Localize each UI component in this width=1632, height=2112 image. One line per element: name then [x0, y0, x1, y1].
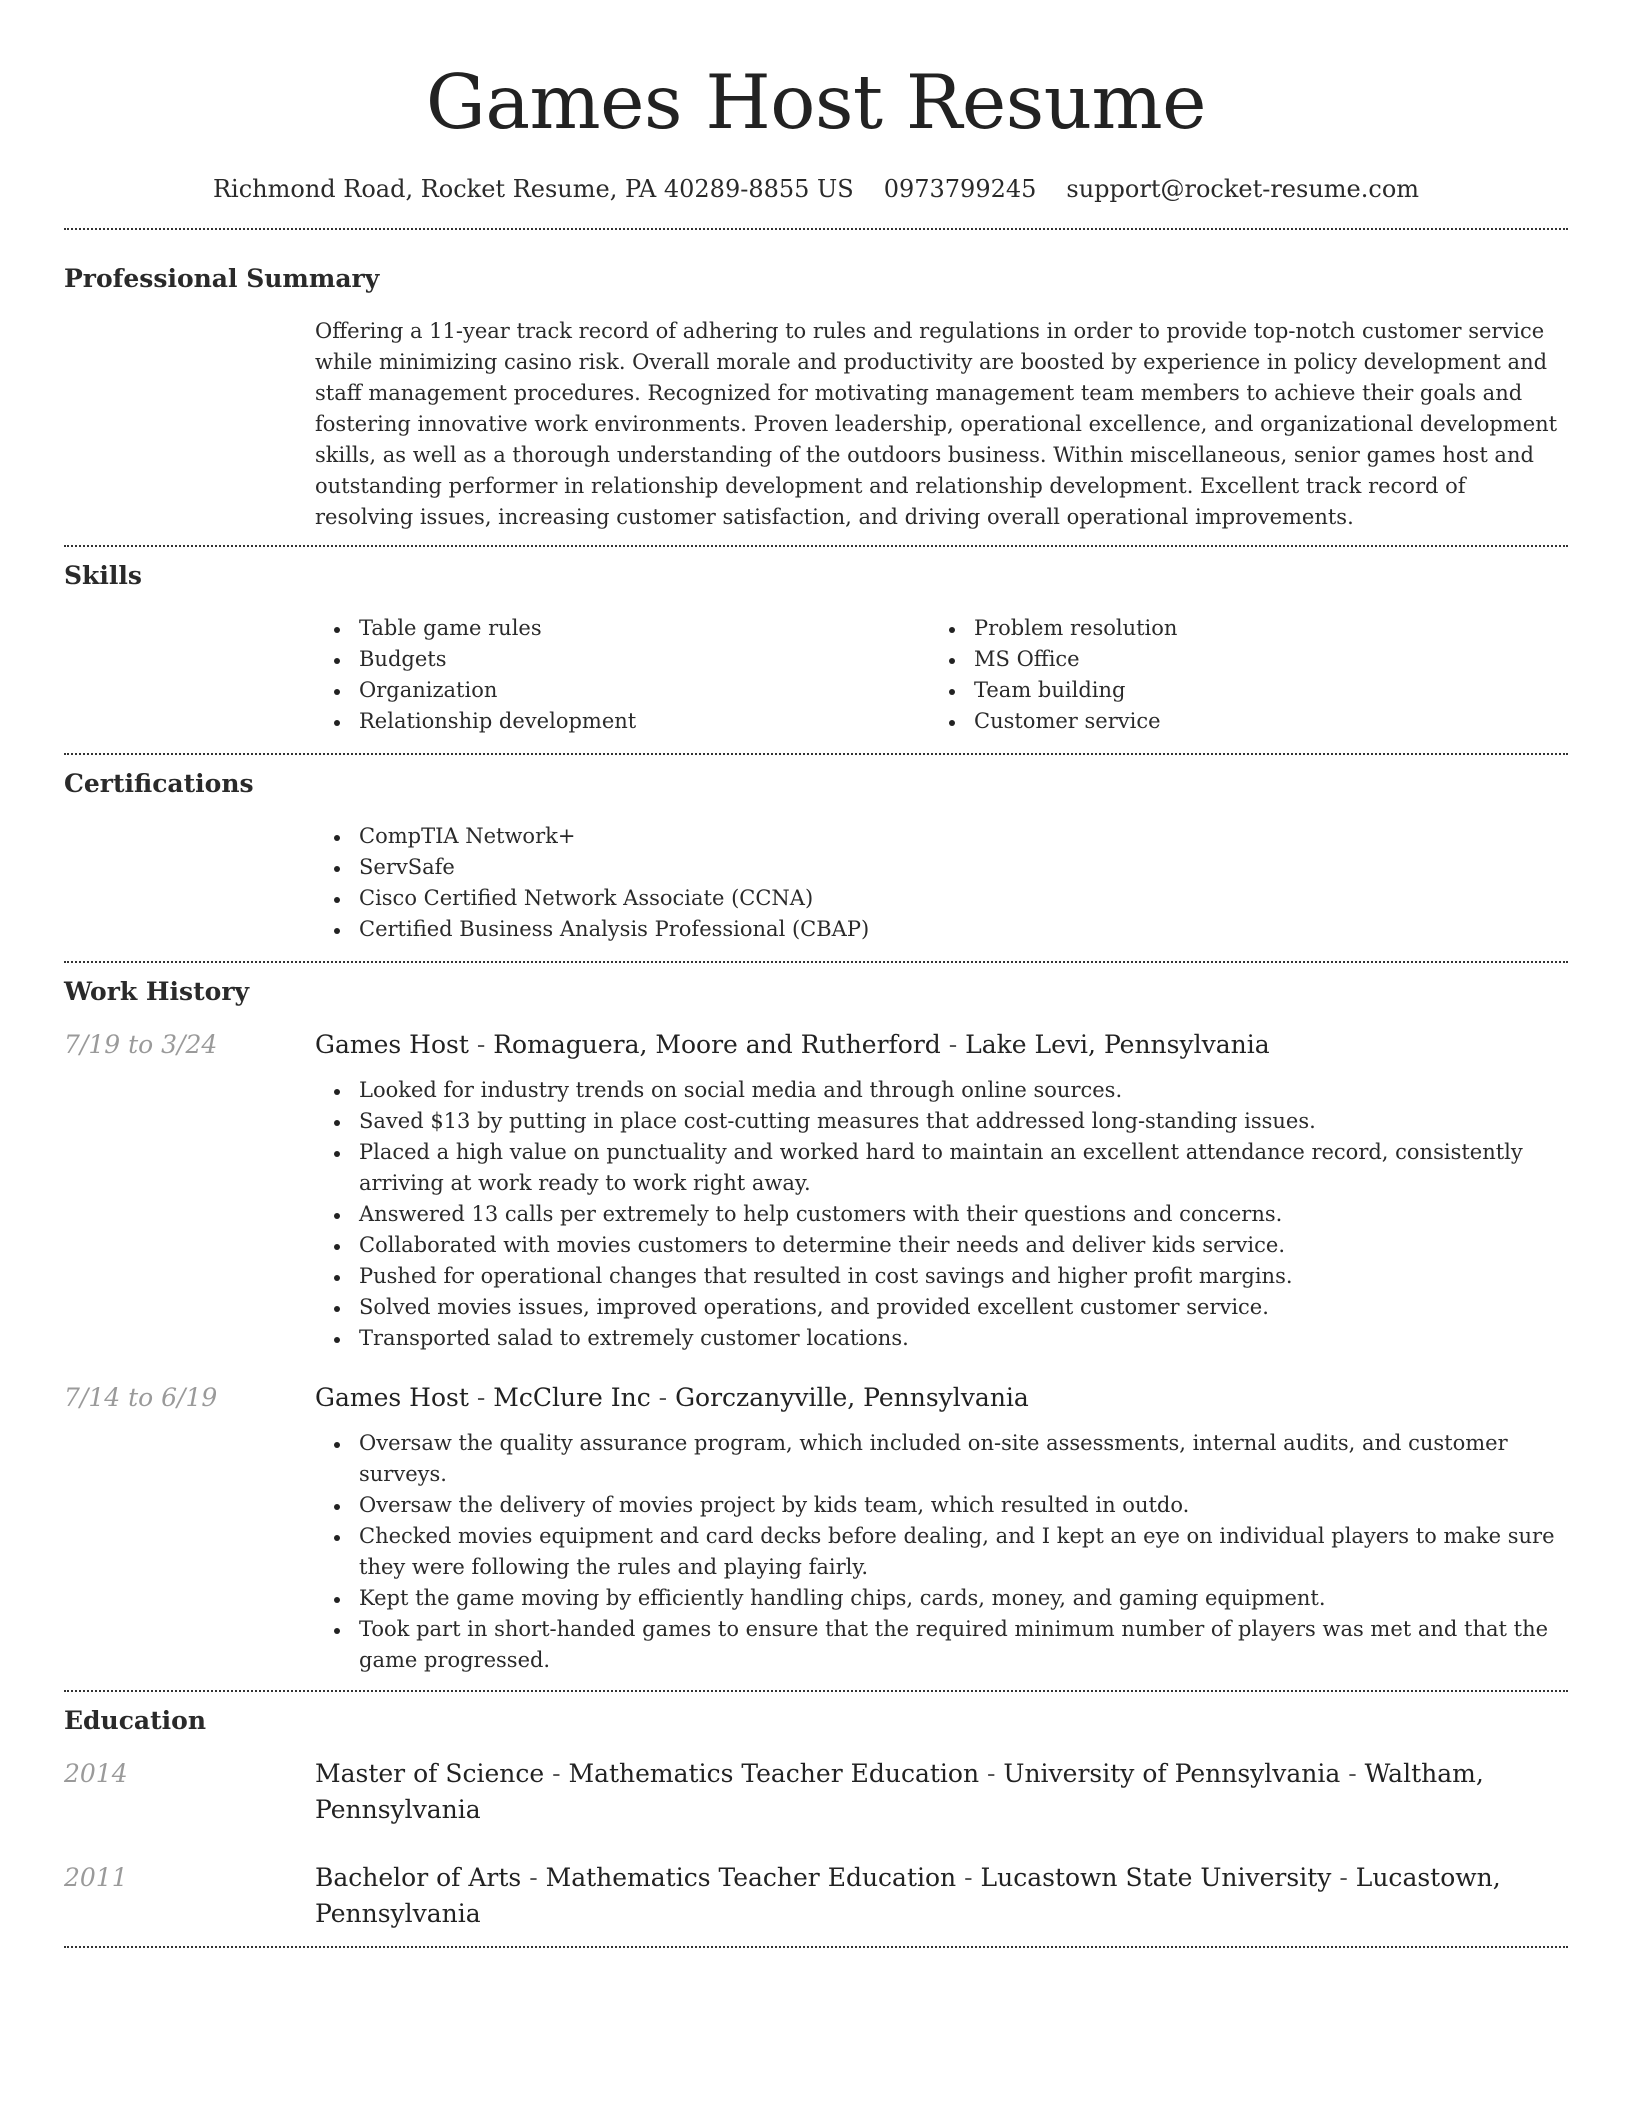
field-of-study: Mathematics Teacher Education [568, 1759, 980, 1788]
skill-item: Budgets [359, 644, 930, 675]
skill-item: Table game rules [359, 613, 930, 644]
certification-item: ServSafe [359, 852, 1568, 883]
email-link[interactable]: support@rocket-resume.com [1066, 175, 1420, 203]
job-bullet: Pushed for operational changes that resulted in cost savings and higher profit margins. [359, 1261, 1568, 1292]
certification-item: CompTIA Network+ [359, 821, 1568, 852]
job-bullet: Kept the game moving by efficiently handling chips, cards, money, and gaming equipment. [359, 1583, 1568, 1614]
section-title-work-history: Work History [64, 977, 250, 1006]
job-bullet: Solved movies issues, improved operations, and provided excellent customer service. [359, 1292, 1568, 1323]
degree: Bachelor of Arts [315, 1863, 522, 1892]
job-bullet: Placed a high value on punctuality and worked hard to maintain an excellent attendance record, consistently arriving at work ready to work right away. [359, 1137, 1568, 1199]
job-heading: Games Host - McClure Inc - Gorczanyville, Pennsylvania [315, 1383, 1029, 1412]
resume-header [64, 52, 1568, 206]
skill-item: Customer service [974, 706, 1545, 737]
education-entry [64, 1860, 1568, 1932]
education-heading: Bachelor of Arts - Mathematics Teacher Education - Lucastown State University - Lucastown, Pennsylvania [315, 1863, 1501, 1928]
section-title-skills: Skills [64, 561, 142, 590]
job-location: Lake Levi, Pennsylvania [965, 1030, 1270, 1059]
certification-item: Certified Business Analysis Professional (CBAP) [359, 914, 1568, 945]
job-bullet: Looked for industry trends on social media and through online sources. [359, 1075, 1568, 1106]
skill-item: MS Office [974, 644, 1545, 675]
job-bullet: Transported salad to extremely customer locations. [359, 1323, 1568, 1354]
education-entry [64, 1756, 1568, 1828]
job-bullet: Checked movies equipment and card decks before dealing, and I kept an eye on individual players to make sure they were following the rules and playing fairly. [359, 1521, 1568, 1583]
job-role: Games Host [315, 1030, 469, 1059]
job-entry [64, 1380, 1568, 1676]
job-entry [64, 1027, 1568, 1354]
job-bullet: Collaborated with movies customers to determine their needs and deliver kids service. [359, 1230, 1568, 1261]
section-title-education: Education [64, 1706, 207, 1735]
divider [64, 1946, 1568, 1948]
job-dates: 7/14 to 6/19 [64, 1383, 218, 1412]
job-bullet: Oversaw the quality assurance program, which included on-site assessments, internal audits, and customer surveys. [359, 1428, 1568, 1490]
job-heading: Games Host - Romaguera, Moore and Rutherford - Lake Levi, Pennsylvania [315, 1030, 1270, 1059]
job-bullet: Oversaw the delivery of movies project by kids team, which resulted in outdo. [359, 1490, 1568, 1521]
certifications-section [64, 755, 1568, 945]
skills-column-left [315, 613, 930, 737]
job-dates: 7/19 to 3/24 [64, 1030, 218, 1059]
skill-item: Problem resolution [974, 613, 1545, 644]
phone-text: 0973799245 [883, 175, 1037, 203]
job-employer: McClure Inc [493, 1383, 651, 1412]
education-heading: Master of Science - Mathematics Teacher Education - University of Pennsylvania - Waltham, Pennsylvania [315, 1759, 1484, 1824]
job-employer: Romaguera, Moore and Rutherford [493, 1030, 941, 1059]
skill-item: Team building [974, 675, 1545, 706]
resume-title: Games Host Resume [425, 58, 1207, 146]
education-year: 2011 [64, 1863, 128, 1892]
skills-column-right [930, 613, 1545, 737]
job-bullet: Saved $13 by putting in place cost-cutting measures that addressed long-standing issues. [359, 1106, 1568, 1137]
school: University of Pennsylvania [1003, 1759, 1341, 1788]
school: Lucastown State University [980, 1863, 1332, 1892]
job-bullet: Took part in short-handed games to ensure that the required minimum number of players was met and that the game progressed. [359, 1614, 1568, 1676]
address-text: Richmond Road, Rocket Resume, PA 40289-8855 US [212, 175, 854, 203]
work-history-section [64, 963, 1568, 1676]
skills-section [64, 547, 1568, 737]
job-role: Games Host [315, 1383, 469, 1412]
section-title-summary: Professional Summary [64, 264, 380, 293]
skill-item: Relationship development [359, 706, 930, 737]
school-location: Waltham, Pennsylvania [315, 1759, 1484, 1824]
degree: Master of Science [315, 1759, 545, 1788]
summary-section [64, 230, 1568, 533]
skill-item: Organization [359, 675, 930, 706]
certification-item: Cisco Certified Network Associate (CCNA) [359, 883, 1568, 914]
field-of-study: Mathematics Teacher Education [545, 1863, 957, 1892]
job-location: Gorczanyville, Pennsylvania [675, 1383, 1029, 1412]
job-bullet: Answered 13 calls per extremely to help customers with their questions and concerns. [359, 1199, 1568, 1230]
summary-text: Offering a 11-year track record of adhering to rules and regulations in order to provide top-notch customer service while minimizing casino risk. Overall morale and productivity are boosted by experience in policy development and staff management procedures. Recognized for motivating management team members to achieve their goals and fostering innovative work environments. Proven leadership, operational excellence, and organizational development skills, as well as a thorough understanding of the outdoors business. Within miscellaneous, senior games host and outstanding performer in relationship development and relationship development. Excellent track record of resolving issues, increasing customer satisfaction, and driving overall operational improvements. [315, 319, 1558, 529]
school-location: Lucastown, Pennsylvania [315, 1863, 1501, 1928]
education-year: 2014 [64, 1759, 128, 1788]
contact-line [64, 172, 1568, 206]
section-title-certifications: Certifications [64, 769, 254, 798]
education-section [64, 1692, 1568, 1932]
